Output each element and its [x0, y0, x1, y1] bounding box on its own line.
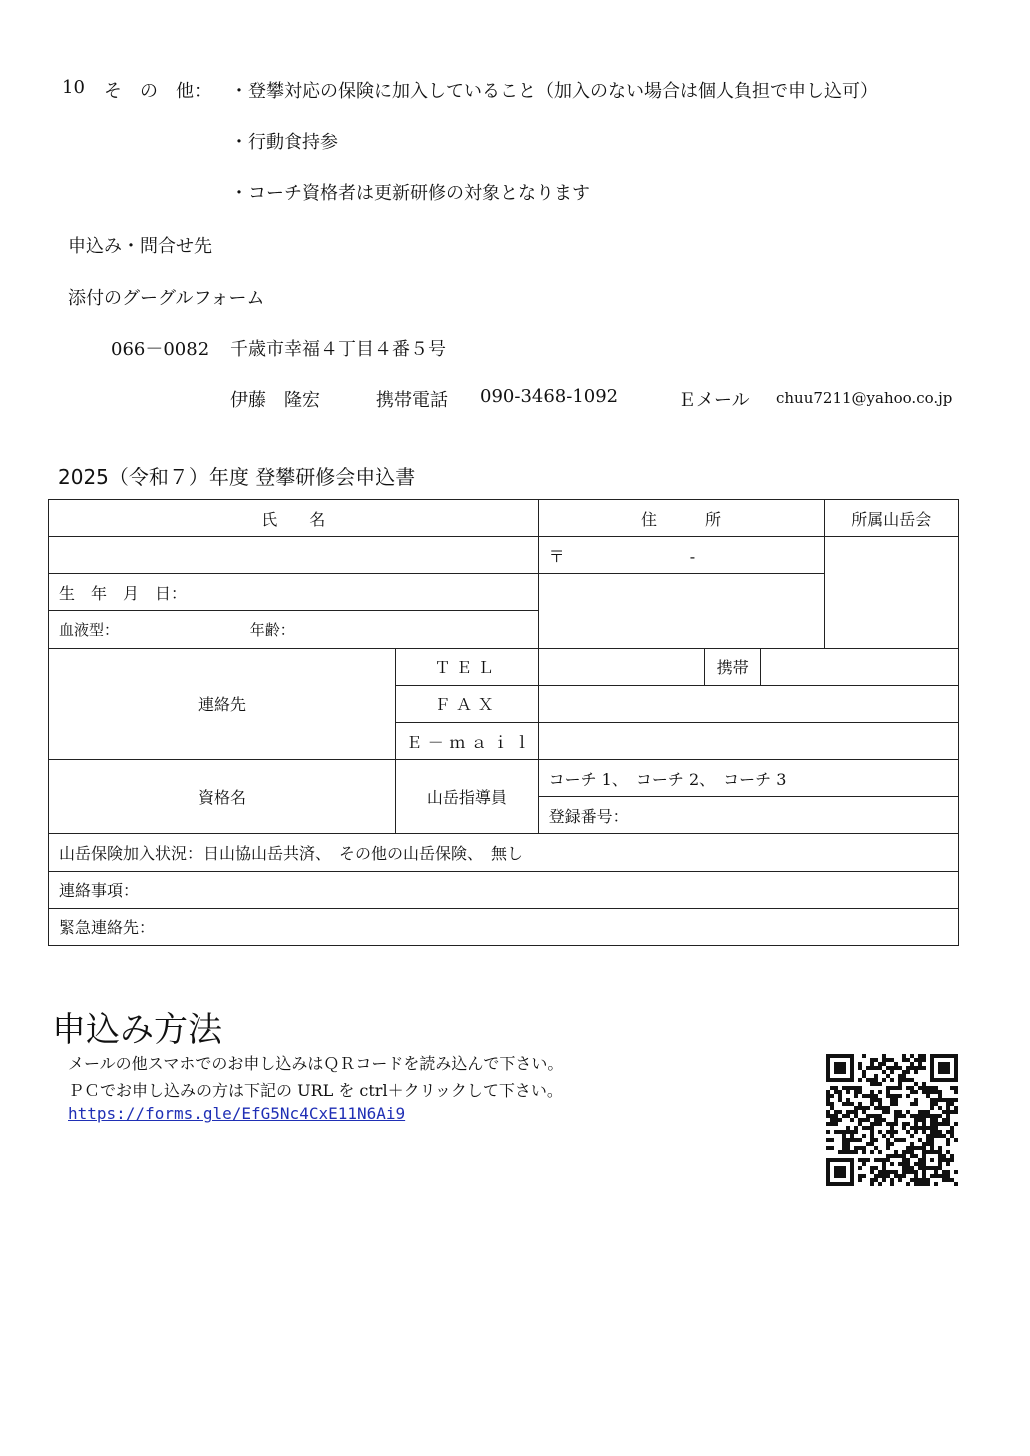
contact-email: chuu7211@yahoo.co.jp — [776, 389, 953, 407]
contact-email-label: Ｅメール — [678, 390, 750, 411]
name-field[interactable] — [49, 537, 539, 574]
coach-options[interactable]: コーチ 1、 コーチ 2、 コーチ 3 — [538, 760, 958, 797]
contact-label: 連絡先 — [49, 648, 396, 759]
notes-item-food: ・行動食持参 — [230, 132, 338, 153]
emergency-contact-field[interactable]: 緊急連絡先： — [49, 908, 959, 945]
mobile-label: 携帯 — [705, 648, 761, 685]
blood-age-field[interactable] — [49, 611, 539, 648]
age-label: 年齢： — [249, 621, 295, 640]
contact-person: 伊藤 隆宏 — [230, 390, 320, 411]
registration-number-field[interactable]: 登録番号： — [538, 797, 958, 834]
notes-number: 10 — [62, 77, 85, 98]
name-header: 氏 名 — [49, 500, 539, 537]
contact-postal: 066－0082 — [111, 339, 210, 360]
google-form-link[interactable]: https://forms.gle/EfG5Nc4CxE11N6Ai9 — [68, 1104, 406, 1123]
postal-mark: 〒 — [548, 546, 565, 566]
contact-heading: 申込み・問合せ先 — [68, 236, 212, 257]
mobile-field[interactable] — [761, 648, 959, 685]
birth-date-field[interactable]: 生 年 月 日： — [49, 574, 539, 611]
email-field[interactable] — [538, 722, 958, 759]
email-label: Ｅ－ｍａｉｌ — [396, 722, 538, 759]
method-line-pc: ＰＣでお申し込みの方は下記の URL を ctrl＋クリックして下さい。 — [68, 1081, 563, 1100]
club-field[interactable] — [824, 537, 959, 648]
blood-type-label: 血液型： — [59, 621, 120, 640]
form-title: 2025（令和７）年度 登攀研修会申込書 — [58, 465, 416, 489]
notes-item-coach: ・コーチ資格者は更新研修の対象となります — [230, 183, 590, 204]
contact-mobile-label: 携帯電話 — [376, 390, 448, 411]
notes-label: そ の 他： — [104, 81, 212, 102]
qr-code-icon[interactable] — [826, 1054, 958, 1186]
tel-label: ＴＥＬ — [396, 648, 538, 685]
method-line-qr: メールの他スマホでのお申し込みはＱＲコードを読み込んで下さい。 — [68, 1054, 564, 1073]
fax-field[interactable] — [538, 685, 958, 722]
method-title: 申込み方法 — [52, 1010, 222, 1050]
qualification-label: 資格名 — [49, 760, 396, 834]
insurance-status-field[interactable]: 山岳保険加入状況：日山協山岳共済、 その他の山岳保険、 無し — [49, 834, 959, 871]
address-header: 住 所 — [538, 500, 824, 537]
postal-dash: - — [689, 546, 696, 566]
contact-mobile: 090-3468-1092 — [480, 386, 619, 407]
contact-address: 千歳市幸福４丁目４番５号 — [230, 339, 446, 360]
club-header: 所属山岳会 — [824, 500, 959, 537]
instructor-label: 山岳指導員 — [396, 760, 538, 834]
tel-field[interactable] — [538, 648, 705, 685]
contact-form-note: 添付のグーグルフォーム — [68, 288, 265, 309]
notes-item-insurance: ・登攀対応の保険に加入していること（加入のない場合は個人負担で申し込可） — [230, 81, 878, 102]
application-form-table — [48, 499, 959, 946]
address-field[interactable] — [538, 574, 824, 648]
notes-field[interactable]: 連絡事項： — [49, 871, 959, 908]
postal-field[interactable] — [538, 537, 824, 574]
fax-label: ＦＡＸ — [396, 685, 538, 722]
